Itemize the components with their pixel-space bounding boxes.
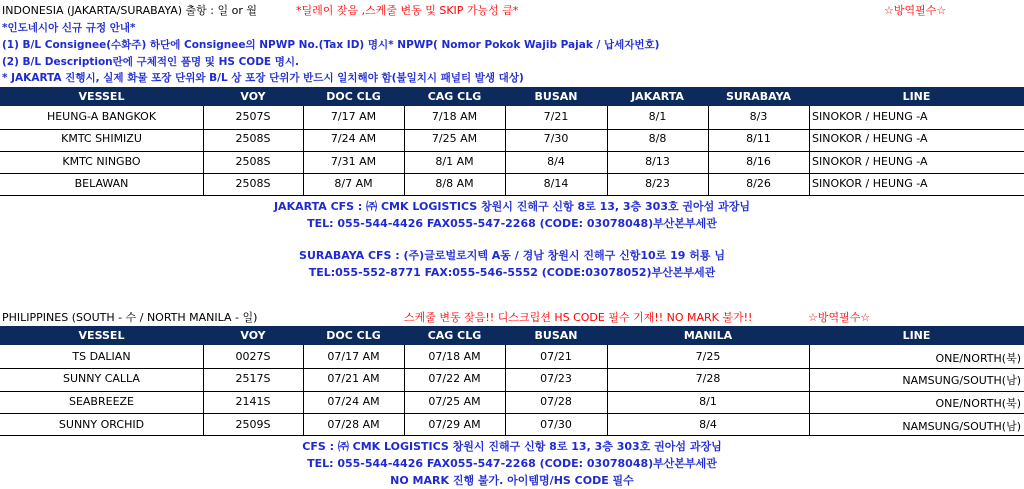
voy-cell: 2507S xyxy=(235,110,271,123)
cag-cell: 07/29 AM xyxy=(428,418,481,431)
philippines-no-mark-note: NO MARK 진행 불가. 아이템명/HS CODE 필수 xyxy=(390,474,634,487)
header-cag-clg: CAG CLG xyxy=(427,90,482,103)
jakarta-cell: 8/23 xyxy=(645,177,670,190)
col-divider xyxy=(303,106,304,195)
vessel-cell: TS DALIAN xyxy=(72,350,131,363)
col-divider xyxy=(809,106,810,195)
doc-cell: 07/17 AM xyxy=(327,350,380,363)
vessel-cell: SUNNY CALLA xyxy=(63,372,140,385)
busan-cell: 8/4 xyxy=(547,155,565,168)
surabaya-cell: 8/3 xyxy=(749,110,768,123)
line-cell: ONE/NORTH(북) xyxy=(935,397,1021,410)
cag-cell: 07/25 AM xyxy=(428,395,481,408)
line-cell: SINOKOR / HEUNG -A xyxy=(812,132,928,145)
header-surabaya: SURABAYA xyxy=(725,90,792,103)
indonesia-warning: *딜레이 잦음 ,스케줄 변동 및 SKIP 가능성 큼* xyxy=(296,4,519,17)
voy-cell: 2508S xyxy=(235,132,271,145)
header-doc-clg: DOC CLG xyxy=(326,329,381,342)
col-divider xyxy=(505,106,506,195)
jakarta-cell: 8/1 xyxy=(648,110,667,123)
col-divider xyxy=(203,345,204,435)
doc-cell: 07/28 AM xyxy=(327,418,380,431)
surabaya-cfs-address: SURABAYA CFS : (주)글로벌로지텍 A동 / 경남 창원시 진해구 신항10로 19 허룡 님 xyxy=(299,249,725,262)
surabaya-cell: 8/16 xyxy=(746,155,771,168)
jakarta-cfs-address: JAKARTA CFS : ㈜ CMK LOGISTICS 창원시 진해구 신항 8로 13, 3층 303호 권아섬 과장님 xyxy=(273,200,751,213)
header-vessel: VESSEL xyxy=(78,90,125,103)
cag-cell: 07/18 AM xyxy=(428,350,481,363)
header-voy: VOY xyxy=(240,90,266,103)
philippines-cfs-address: CFS : ㈜ CMK LOGISTICS 창원시 진해구 신항 8로 13, 3층 303호 권아섬 과장님 xyxy=(302,440,722,453)
indonesia-title: INDONESIA (JAKARTA/SURABAYA) 출항 : 일 or 월 xyxy=(2,4,257,17)
header-busan: BUSAN xyxy=(534,329,578,342)
indonesia-note-1: (1) B/L Consignee(수화주) 하단에 Consignee의 NPWP No.(Tax ID) 명시* NPWP( Nomor Pokok Wajib Pajak / 납세자번호) xyxy=(2,39,660,51)
philippines-table-header xyxy=(0,326,1024,345)
col-divider xyxy=(809,345,810,435)
jakarta-cell: 8/13 xyxy=(645,155,670,168)
busan-cell: 7/21 xyxy=(543,110,569,123)
philippines-warning: 스케줄 변동 잦음!! 디스크립션 HS CODE 필수 기재!! NO MARK 불가!! xyxy=(404,311,753,324)
doc-cell: 8/7 AM xyxy=(334,177,373,190)
philippines-quarantine: ☆방역필수☆ xyxy=(808,311,871,324)
doc-cell: 07/21 AM xyxy=(327,372,380,385)
col-divider xyxy=(505,345,506,435)
indonesia-table-header xyxy=(0,87,1024,106)
col-divider xyxy=(607,345,608,435)
vessel-cell: HEUNG-A BANGKOK xyxy=(46,110,157,123)
col-divider xyxy=(404,345,405,435)
row-divider xyxy=(0,173,1024,174)
vessel-cell: SUNNY ORCHID xyxy=(58,418,145,431)
row-divider xyxy=(0,413,1024,414)
busan-cell: 07/21 xyxy=(540,350,572,363)
doc-cell: 07/24 AM xyxy=(327,395,380,408)
surabaya-cell: 8/26 xyxy=(746,177,771,190)
doc-cell: 7/31 AM xyxy=(330,155,377,168)
col-divider xyxy=(303,345,304,435)
col-divider xyxy=(203,106,204,195)
cag-cell: 8/8 AM xyxy=(435,177,474,190)
doc-cell: 7/17 AM xyxy=(330,110,377,123)
jakarta-cfs-contact: TEL: 055-544-4426 FAX055-547-2268 (CODE: 03078048)부산본부세관 xyxy=(307,217,717,230)
philippines-title: PHILIPPINES (SOUTH - 수 / NORTH MANILA - 일) xyxy=(2,311,258,324)
header-busan: BUSAN xyxy=(534,90,578,103)
cag-cell: 07/22 AM xyxy=(428,372,481,385)
jakarta-cell: 8/8 xyxy=(648,132,667,145)
line-cell: SINOKOR / HEUNG -A xyxy=(812,110,928,123)
line-cell: NAMSUNG/SOUTH(남) xyxy=(902,374,1021,387)
line-cell: SINOKOR / HEUNG -A xyxy=(812,155,928,168)
voy-cell: 2517S xyxy=(235,372,271,385)
row-divider xyxy=(0,368,1024,369)
header-doc-clg: DOC CLG xyxy=(326,90,381,103)
voy-cell: 0027S xyxy=(235,350,271,363)
header-voy: VOY xyxy=(240,329,266,342)
indonesia-quarantine: ☆방역필수☆ xyxy=(884,4,947,17)
cag-cell: 7/25 AM xyxy=(431,132,478,145)
row-divider xyxy=(0,129,1024,130)
indonesia-note-2: (2) B/L Description란에 구체적인 품명 및 HS CODE 명시. xyxy=(2,56,300,68)
row-divider xyxy=(0,435,1024,436)
line-cell: ONE/NORTH(북) xyxy=(935,352,1021,365)
philippines-cfs-contact: TEL: 055-544-4426 FAX055-547-2268 (CODE: 03078048)부산본부세관 xyxy=(307,457,717,470)
voy-cell: 2141S xyxy=(235,395,271,408)
voy-cell: 2508S xyxy=(235,155,271,168)
header-jakarta: JAKARTA xyxy=(631,90,684,103)
indonesia-note-3: * JAKARTA 진행시, 실제 화물 포장 단위와 B/L 상 포장 단위가 반드시 일치해야 함(불일치시 패널티 발생 대상) xyxy=(2,72,524,84)
cag-cell: 8/1 AM xyxy=(435,155,474,168)
header-line: LINE xyxy=(902,329,931,342)
header-cag-clg: CAG CLG xyxy=(427,329,482,342)
voy-cell: 2508S xyxy=(235,177,271,190)
manila-cell: 8/1 xyxy=(699,395,717,408)
row-divider xyxy=(0,151,1024,152)
surabaya-cfs-contact: TEL:055-552-8771 FAX:055-546-5552 (CODE:03078052)부산본부세관 xyxy=(308,266,716,279)
vessel-cell: BELAWAN xyxy=(74,177,129,190)
manila-cell: 8/4 xyxy=(699,418,717,431)
header-line: LINE xyxy=(902,90,931,103)
busan-cell: 7/30 xyxy=(543,132,569,145)
row-divider xyxy=(0,195,1024,196)
header-vessel: VESSEL xyxy=(78,329,125,342)
manila-cell: 7/28 xyxy=(695,372,721,385)
surabaya-cell: 8/11 xyxy=(746,132,771,145)
busan-cell: 07/28 xyxy=(540,395,572,408)
manila-cell: 7/25 xyxy=(695,350,721,363)
busan-cell: 8/14 xyxy=(543,177,569,190)
header-manila: MANILA xyxy=(683,329,733,342)
doc-cell: 7/24 AM xyxy=(330,132,377,145)
col-divider xyxy=(708,106,709,195)
busan-cell: 07/30 xyxy=(540,418,572,431)
indonesia-note-heading: *인도네시아 신규 규정 안내* xyxy=(2,22,136,34)
vessel-cell: SEABREEZE xyxy=(68,395,135,408)
busan-cell: 07/23 xyxy=(540,372,572,385)
line-cell: SINOKOR / HEUNG -A xyxy=(812,177,928,190)
line-cell: NAMSUNG/SOUTH(남) xyxy=(902,420,1021,433)
vessel-cell: KMTC SHIMIZU xyxy=(61,132,142,145)
cag-cell: 7/18 AM xyxy=(431,110,478,123)
voy-cell: 2509S xyxy=(235,418,271,431)
col-divider xyxy=(607,106,608,195)
vessel-cell: KMTC NINGBO xyxy=(62,155,141,168)
col-divider xyxy=(404,106,405,195)
row-divider xyxy=(0,391,1024,392)
